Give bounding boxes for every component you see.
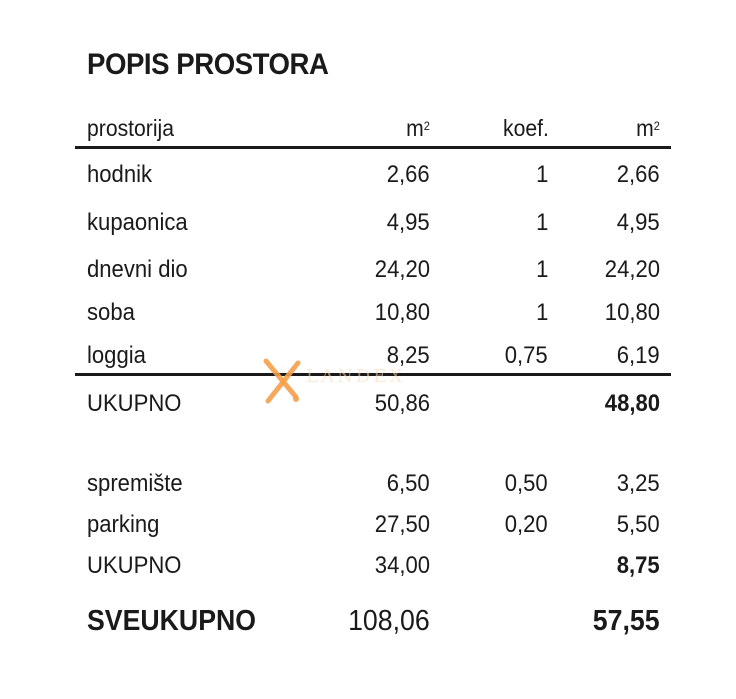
table-row bbox=[0, 298, 736, 328]
grand-total-row bbox=[0, 603, 736, 639]
header-divider bbox=[75, 146, 671, 149]
table-row bbox=[0, 469, 736, 499]
grand-total-net-area: 57,55 bbox=[593, 605, 660, 637]
room-name: spremište bbox=[87, 470, 183, 497]
header-area: $m^2$ bbox=[406, 115, 430, 141]
room-coefficient: 1 bbox=[535, 299, 548, 326]
room-coefficient: 1 bbox=[535, 161, 548, 188]
room-name: kupaonica bbox=[87, 209, 188, 236]
room-coefficient: 0,20 bbox=[505, 511, 548, 538]
header-room: prostorija bbox=[87, 115, 175, 141]
room-net-area: 5,50 bbox=[617, 511, 660, 538]
room-area: 24,20 bbox=[374, 256, 430, 283]
room-name: parking bbox=[87, 511, 160, 538]
room-net-area: 10,80 bbox=[604, 299, 660, 326]
room-coefficient: 0,50 bbox=[505, 470, 548, 497]
room-area: 2,66 bbox=[387, 161, 430, 188]
table-row bbox=[0, 208, 736, 238]
room-net-area: 3,25 bbox=[617, 470, 660, 497]
room-net-area: 6,19 bbox=[617, 342, 660, 369]
room-area: 27,50 bbox=[374, 511, 430, 538]
room-name: soba bbox=[87, 299, 135, 326]
room-area: 8,25 bbox=[387, 342, 430, 369]
room-net-area: 24,20 bbox=[604, 256, 660, 283]
table-row bbox=[0, 160, 736, 190]
table-row bbox=[0, 255, 736, 285]
room-net-area: 2,66 bbox=[617, 161, 660, 188]
subtotal-net-area: 48,80 bbox=[604, 390, 660, 417]
table-header bbox=[0, 113, 736, 143]
subtotal-row bbox=[0, 389, 736, 419]
header-net-area: $m^2$ bbox=[636, 115, 660, 141]
subtotal-area: 34,00 bbox=[374, 552, 430, 579]
subtotal-net-area: 8,75 bbox=[617, 552, 660, 579]
room-area: 4,95 bbox=[387, 209, 430, 236]
room-coefficient: 1 bbox=[535, 256, 548, 283]
header-coefficient: koef. bbox=[503, 115, 549, 141]
subtotal-row bbox=[0, 551, 736, 581]
page-title: POPIS PROSTORA bbox=[87, 48, 329, 81]
watermark-text: LANDEX bbox=[306, 366, 406, 387]
room-name: loggia bbox=[87, 342, 146, 369]
room-name: hodnik bbox=[87, 161, 153, 188]
room-area: 10,80 bbox=[374, 299, 430, 326]
room-area: 6,50 bbox=[387, 470, 430, 497]
subtotal-label: UKUPNO bbox=[87, 552, 182, 579]
grand-total-label: SVEUKUPNO bbox=[87, 605, 257, 637]
room-coefficient: 0,75 bbox=[505, 342, 548, 369]
room-net-area: 4,95 bbox=[617, 209, 660, 236]
room-name: dnevni dio bbox=[87, 256, 188, 283]
table-row bbox=[0, 510, 736, 540]
subtotal-area: 50,86 bbox=[374, 390, 430, 417]
grand-total-area: 108,06 bbox=[348, 605, 430, 637]
subtotal-label: UKUPNO bbox=[87, 390, 182, 417]
room-coefficient: 1 bbox=[535, 209, 548, 236]
